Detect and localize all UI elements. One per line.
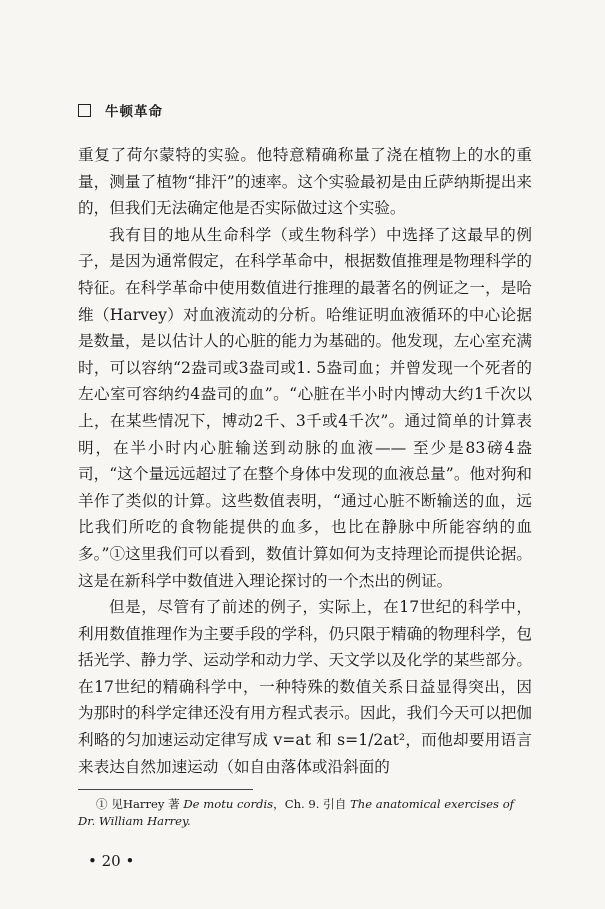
header-box-icon: [78, 104, 91, 117]
running-header: [78, 100, 163, 120]
footnote-work-2: The anatomical exercises of Dr. William Harrey.: [78, 797, 514, 828]
running-header-title: 牛顿革命: [105, 104, 163, 120]
footnote-divider: [78, 789, 253, 790]
paragraph-3: 但是，尽管有了前述的例子，实际上，在17世纪的科学中，利用数值推理作为主要手段的学科，仍只限于精确的物理科学，包括光学、静力学、运动学和动力学、天文学以及化学的某些部分。在17世纪的精确科学中，一种特殊的数值关系日益显得突出，因为那时的科学定律还没有用方程式表示。因此，我们今天可以把伽利略的匀加速运动定律写成 v=at 和 s=1/2at²，而他却要用语言来表达自然加速运动（如自由落体或沿斜面的: [78, 598, 532, 776]
footnote-work-1: De motu cordis: [183, 797, 274, 811]
footnote-middle: ，Ch. 9. 引自: [273, 797, 347, 811]
footnote-marker: ①: [96, 797, 108, 811]
paragraph-1: 重复了荷尔蒙特的实验。他特意精确称量了浇在植物上的水的重量，测量了植物“排汗”的速率。这个实验最初是由丘萨纳斯提出来的，但我们无法确定他是否实际做过这个实验。: [78, 146, 532, 218]
page-number: • 20 •: [88, 852, 135, 870]
footnote: [78, 796, 532, 830]
body-text: [78, 142, 532, 780]
paragraph-2: 我有目的地从生命科学（或生物科学）中选择了这最早的例子，是因为通常假定，在科学革命中，根据数值推理是物理科学的特征。在科学革命中使用数值进行推理的最著名的例证之一，是哈维（Harvey）对血液流动的分析。哈维证明血液循环的中心论据是数量，是以估计人的心脏的能力为基础的。他发现，左心室充满时，可以容纳“2盎司或3盎司或1. 5盎司血；并曾发现一个死者的左心室可容纳约4盎司的血”。“心脏在半小时内博动大约1千次以上，在某些情况下，博动2千、3千或4千次”。通过简单的计算表明，在半小时内心脏输送到动脉的血液—— 至少是83磅4盎司，“这个量远远超过了在整个身体中发现的血液总量”。他对狗和羊作了类似的计算。这些数值表明，“通过心脏不断输送的血，远比我们所吃的食物能提供的血多，也比在静脉中所能容纳的血多。”①这里我们可以看到，数值计算如何为支持理论而提供论据。这是在新科学中数值进入理论探讨的一个杰出的例证。: [78, 225, 532, 590]
footnote-prefix: 见Harrey 著: [111, 797, 180, 811]
